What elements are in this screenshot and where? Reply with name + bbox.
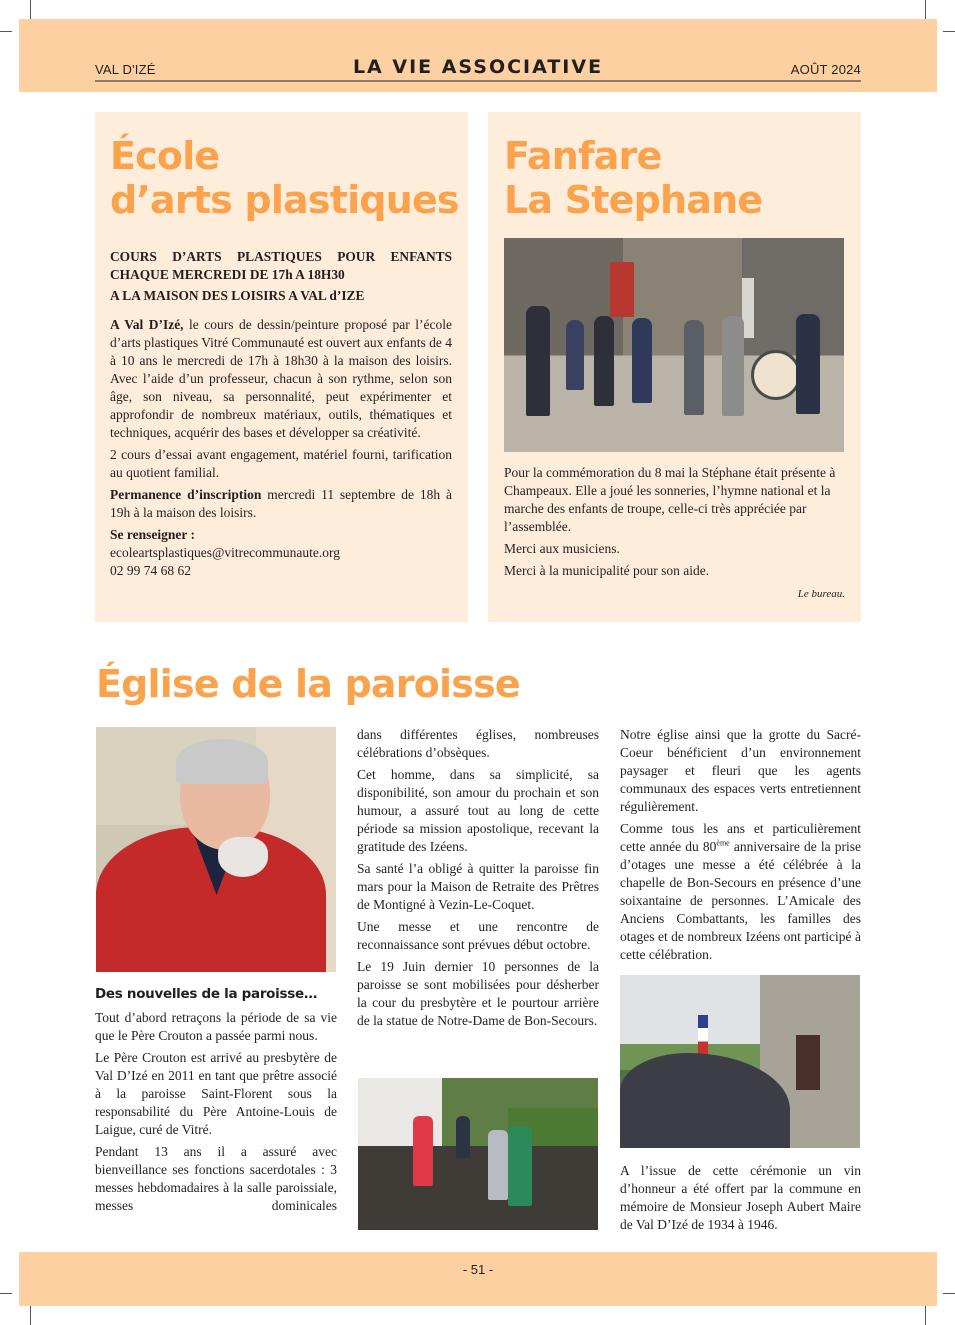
fanfare-title (504, 134, 762, 222)
fanfare-signature: Le bureau. (797, 588, 845, 600)
eglise-paragraph (620, 820, 861, 964)
chapel-door-shape (796, 1035, 820, 1090)
weeding-photo (358, 1078, 598, 1230)
eglise-paragraph: A l’issue de cette cérémonie un vin d’honneur a été offert par la commune en mémoire de Monsieur Joseph Aubert Maire de Val D’Izé de 1934 à 1946. (620, 1163, 861, 1232)
ecole-title-line2: d’arts plastiques (110, 178, 459, 222)
eglise-subheading: Des nouvelles de la paroisse… (95, 986, 318, 1002)
fanfare-photo (504, 238, 844, 452)
ecole-body (110, 316, 452, 580)
eglise-column-2 (357, 726, 599, 1030)
ecole-title-line1: École (110, 134, 220, 178)
eglise-paragraph: Le Père Crouton est arrivé au presbytère de Val D’Izé en 2011 en tant que prêtre associé à la paroisse Saint-Florent sous la responsabilité du Père Antoine-Louis de Laigue, curé de Vitré. (95, 1050, 337, 1137)
eglise-column-4 (620, 1162, 861, 1234)
eglise-paragraph: Le 19 Juin dernier 10 personnes de la paroisse se sont mobilisées pour désherber la cour du presbytère et le pourtour arrière de la statue de Notre-Dame de Bon-Secours. (357, 959, 599, 1028)
ecole-paragraph (110, 486, 452, 522)
eglise-column-1 (95, 985, 337, 1215)
eglise-paragraph: Tout d’abord retraçons la période de sa vie que le Père Crouton a passée parmi nous. (95, 1010, 337, 1043)
person-shape (632, 318, 652, 403)
ecole-lead-text: le cours de dessin/peinture proposé par l’école d’arts plastiques Vitré Communauté est ouvert aux enfants de 4 à 10 ans le mercredi de 17h à 18h30 à la maison des loisirs. Avec l’aide d’un professeur, chacun à son rythme, selon son âge, son niveau, sa personnalité, peut expérimenter et approfondir de nombreux matériaux, outils, thématiques et techniques, acquérir des bases et développer sa créativité. (110, 317, 452, 440)
ecole-lead-bold: A Val D’Izé, (110, 317, 184, 332)
header-town: VAL D'IZÉ (95, 62, 156, 77)
ecole-caps-line: CHAQUE MERCREDI DE 17h A 18H30 (110, 267, 345, 282)
anniversary-text: Comme tous les ans et particulièrement cette année du 80 (620, 821, 861, 854)
crop-mark (30, 0, 31, 20)
ecole-paragraph: 2 cours d’essai avant engagement, matériel fourni, tarification au quotient familial. (110, 447, 452, 480)
person-shape (526, 306, 550, 416)
header-section-title: LA VIE ASSOCIATIVE (352, 56, 604, 78)
ceremony-photo (620, 975, 860, 1148)
eglise-column-3 (620, 726, 861, 964)
eglise-paragraph: dans différentes églises, nombreuses célébrations d’obsèques. (357, 727, 599, 760)
bass-drum-shape (751, 350, 801, 400)
inscription-text: mercredi 11 septembre de 18h à 19h à la maison des loisirs. (110, 487, 452, 520)
person-shape (722, 316, 744, 416)
beard-shape (218, 837, 268, 877)
footer-band (19, 1252, 937, 1306)
eglise-paragraph: Sa santé l’a obligé à quitter la paroisse fin mars pour la Maison de Retraite des Prêtres de Montigné à Vezin-Le-Coquet. (357, 861, 599, 912)
contact-label: Se renseigner : (110, 527, 195, 542)
contact-email[interactable]: ecoleartsplastiques@vitrecommunaute.org (110, 545, 340, 560)
ecole-contact (110, 526, 452, 580)
person-shape (684, 320, 704, 415)
crop-mark (30, 1305, 31, 1325)
eglise-paragraph: Pendant 13 ans il a assuré avec bienveillance ses fonctions sacerdotales : 3 messes hebdomadaires à la salle paroissiale, messes dominicales (95, 1144, 337, 1213)
ecole-caps-line: A LA MAISON DES LOISIRS A VAL d’IZE (110, 288, 365, 303)
person-shape (594, 316, 614, 406)
person-shape (456, 1116, 470, 1158)
fanfare-title-line2: La Stephane (504, 178, 763, 222)
ecole-article (95, 112, 468, 622)
banner-shape (610, 262, 634, 317)
ecole-caps-line: COURS D’ARTS PLASTIQUES POUR ENFANTS (110, 249, 452, 264)
crop-mark (943, 1293, 955, 1294)
priest-photo (96, 727, 336, 972)
crop-mark (943, 31, 955, 32)
hair-shape (176, 739, 268, 784)
fanfare-paragraph: Merci aux musiciens. (504, 541, 620, 556)
ecole-caps-intro (110, 248, 452, 305)
crop-mark (925, 1305, 926, 1325)
eglise-paragraph: Notre église ainsi que la grotte du Sacré-Coeur bénéficient d’un environnement paysager et fleuri que les agents communaux des espaces verts entretiennent régulièrement. (620, 727, 861, 814)
eglise-paragraph: Cet homme, dans sa simplicité, sa disponibilité, son amour du prochain et son humour, a assuré tout au long de cette période sa mission apostolique, recevant la gratitude des Izéens. (357, 767, 599, 854)
crop-mark (925, 0, 926, 20)
page-header (95, 55, 861, 82)
inscription-label: Permanence d’inscription (110, 487, 262, 502)
eglise-title: Église de la paroisse (96, 662, 520, 706)
page-number: - 51 - (462, 1262, 494, 1277)
fanfare-title-line1: Fanfare (504, 134, 662, 178)
header-date: AOÛT 2024 (790, 62, 861, 77)
ordinal-superscript: ème (716, 838, 730, 848)
anniversary-text-cont: anniversaire de la prise d’otages une messe a été célébrée à la chapelle de Bon-Secours en présence d’une soixantaine de personnes. L’Amicale des Anciens Combattants, les familles des otages et de nombreux Izéens ont participé à cette célébration. (620, 839, 861, 962)
ecole-paragraph (110, 316, 452, 442)
person-shape (566, 320, 584, 390)
crop-mark (0, 1293, 12, 1294)
ground-shape (358, 1146, 598, 1230)
fanfare-paragraph: Pour la commémoration du 8 mai la Stéphane était présente à Champeaux. Elle a joué les sonneries, l’hymne national et la marche des enfants de troupe, celle-ci très appréciée par l’assemblée. (504, 465, 836, 534)
contact-phone: 02 99 74 68 62 (110, 563, 191, 578)
crop-mark (0, 31, 12, 32)
person-shape (508, 1126, 532, 1206)
french-flag-shape (698, 1015, 708, 1055)
fanfare-paragraph: Merci à la municipalité pour son aide. (504, 563, 710, 578)
fanfare-body (504, 464, 845, 603)
ecole-title (110, 134, 459, 222)
person-shape (796, 314, 820, 414)
eglise-paragraph: Une messe et une rencontre de reconnaissance sont prévues début octobre. (357, 919, 599, 952)
person-shape (413, 1116, 433, 1186)
person-shape (488, 1130, 508, 1200)
